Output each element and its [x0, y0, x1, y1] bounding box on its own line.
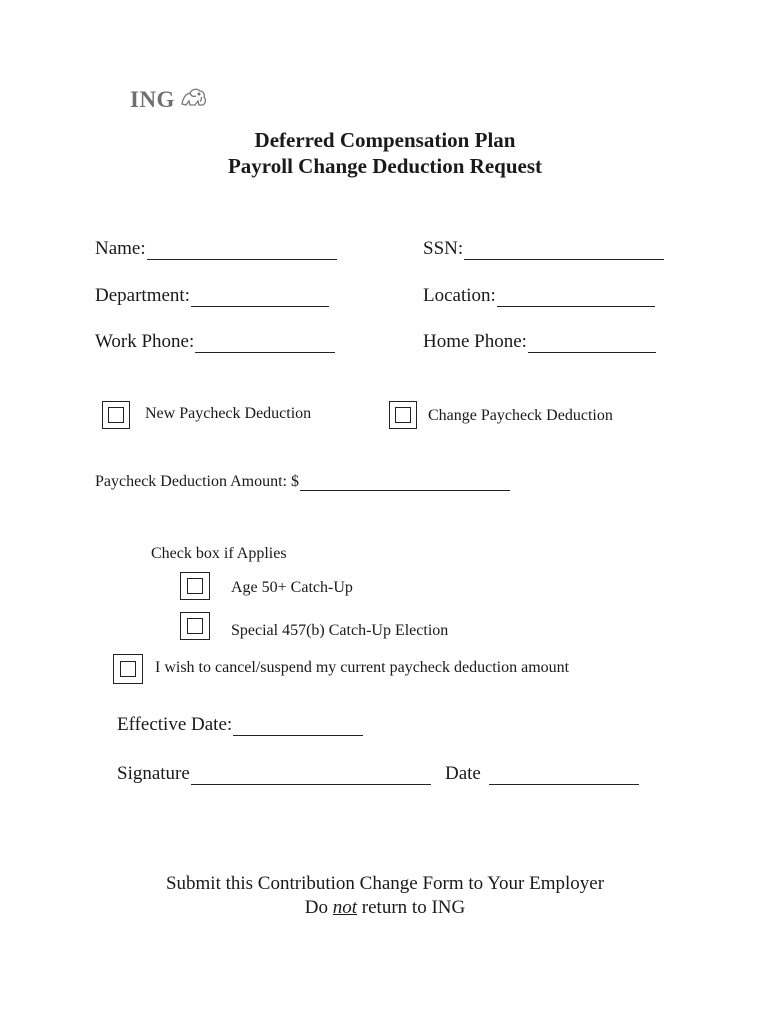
age50-label: Age 50+ Catch-Up: [231, 579, 353, 596]
department-input-line[interactable]: [191, 288, 329, 307]
effective-date-label: Effective Date:: [117, 714, 233, 735]
form-title: Deferred Compensation Plan: [254, 128, 516, 152]
applies-heading: Check box if Applies: [151, 545, 287, 562]
footer-warning: [0, 897, 770, 919]
cancel-label: I wish to cancel/suspend my current paycheck deduction amount: [155, 659, 570, 676]
location-field[interactable]: [423, 285, 655, 307]
signature-label: Signature: [117, 763, 190, 784]
name-input-line[interactable]: [147, 241, 337, 260]
ing-logo: [130, 86, 209, 113]
work-phone-field[interactable]: [95, 331, 335, 353]
date-label: Date: [445, 763, 481, 784]
lion-icon: [179, 86, 209, 113]
name-label: Name:: [95, 238, 146, 259]
cancel-checkbox[interactable]: [113, 654, 143, 684]
ssn-field[interactable]: [423, 238, 664, 260]
amount-input-line[interactable]: [300, 474, 510, 491]
effective-date-input-line[interactable]: [233, 717, 363, 736]
special457-checkbox[interactable]: [180, 612, 210, 640]
date-field[interactable]: [445, 763, 639, 785]
change-deduction-checkbox[interactable]: [389, 401, 417, 429]
logo-text: ING: [130, 86, 175, 112]
location-label: Location:: [423, 285, 496, 306]
footer-instruction: Submit this Contribution Change Form to Your Employer: [165, 873, 605, 894]
department-label: Department:: [95, 285, 190, 306]
department-field[interactable]: [95, 285, 329, 307]
age50-checkbox[interactable]: [180, 572, 210, 600]
work-phone-input-line[interactable]: [195, 334, 335, 353]
amount-label: Paycheck Deduction Amount: $: [95, 473, 299, 490]
signature-input-line[interactable]: [191, 766, 431, 785]
name-field[interactable]: [95, 238, 337, 260]
footer-warning-pre: Do: [304, 897, 333, 918]
footer-warning-post: return to ING: [357, 897, 466, 918]
location-input-line[interactable]: [497, 288, 655, 307]
home-phone-field[interactable]: [423, 331, 656, 353]
footer-warning-emphasis: not: [332, 897, 358, 918]
amount-field[interactable]: [95, 473, 510, 491]
signature-field[interactable]: [117, 763, 431, 785]
new-deduction-label: New Paycheck Deduction: [145, 405, 312, 422]
home-phone-input-line[interactable]: [528, 334, 656, 353]
date-input-line[interactable]: [489, 766, 639, 785]
effective-date-field[interactable]: [117, 714, 363, 736]
new-deduction-checkbox[interactable]: [102, 401, 130, 429]
special457-label: Special 457(b) Catch-Up Election: [231, 622, 449, 639]
work-phone-label: Work Phone:: [95, 331, 195, 352]
change-deduction-label: Change Paycheck Deduction: [428, 407, 613, 424]
ssn-label: SSN:: [423, 238, 464, 259]
ssn-input-line[interactable]: [464, 241, 664, 260]
home-phone-label: Home Phone:: [423, 331, 527, 352]
form-subtitle: Payroll Change Deduction Request: [227, 154, 543, 178]
